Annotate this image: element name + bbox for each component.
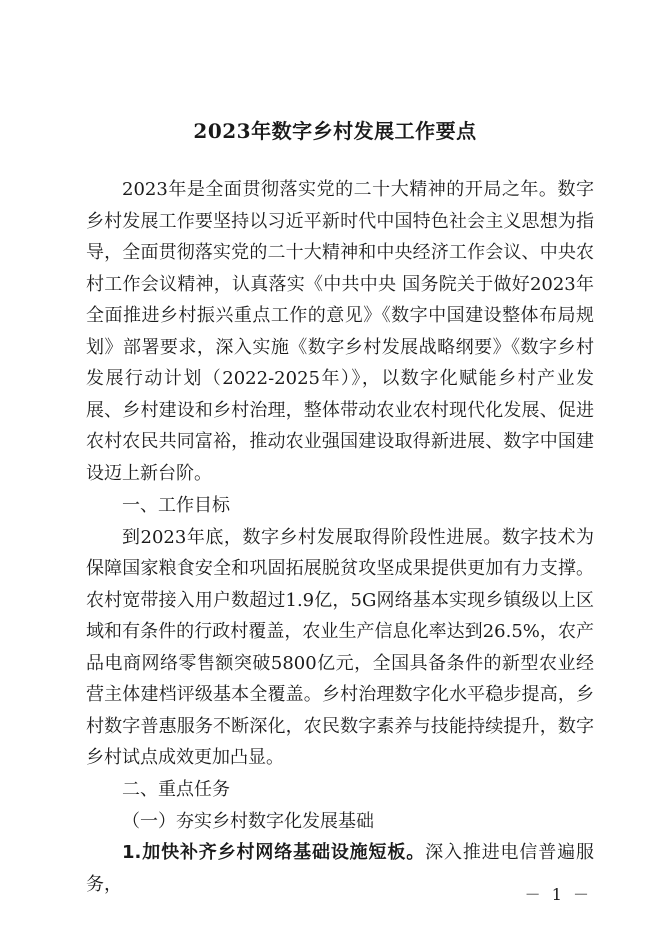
page-number: － 1 － <box>524 885 592 904</box>
section2-heading: 二、重点任务 <box>122 779 230 800</box>
intro-paragraph: 2023年是全面贯彻落实党的二十大精神的开局之年。数字乡村发展工作要坚持以习近平新时代中国特色社会主义思想为指导，全面贯彻落实党的二十大精神和中央经济工作会议、中央农村工作会议精神，认真落实《中共中央 国务院关于做好2023年全面推进乡村振兴重点工作的意见》《数字中国建设整体布局规划》部署要求，深入实施《数字乡村发展战略纲要》《数字乡村发展行动计划（2022-2025年）》，以数字化赋能乡村产业发展、乡村建设和乡村治理，整体带动农业农村现代化发展、促进农村农民共同富裕，推动农业强国建设取得新进展、数字中国建设迈上新台阶。 <box>86 179 594 484</box>
item1-lead: 1.加快补齐乡村网络基础设施短板。 <box>122 842 426 863</box>
section1-block <box>86 490 594 774</box>
subsection1-heading: （一）夯实乡村数字化发展基础 <box>122 810 374 832</box>
item1-text: 深入推进电信普遍服务， <box>86 842 594 895</box>
intro-block <box>86 174 594 489</box>
section1-heading: 一、工作目标 <box>122 495 230 516</box>
section1-paragraph: 到2023年底，数字乡村发展取得阶段性进展。数字技术为保障国家粮食安全和巩固拓展脱贫攻坚成果提供更加有力支撑。农村宽带接入用户数超过1.9亿，5G网络基本实现乡镇级以上区域和有条件的行政村覆盖，农业生产信息化率达到26.5%，农产品电商网络零售额突破5800亿元，全国具备条件的新型农业经营主体建档评级基本全覆盖。乡村治理数字化水平稳步提高，乡村数字普惠服务不断深化，农民数字素养与技能持续提升，数字乡村试点成效更加凸显。 <box>86 526 594 768</box>
document-title: 2023年数字乡村发展工作要点 <box>193 119 477 143</box>
